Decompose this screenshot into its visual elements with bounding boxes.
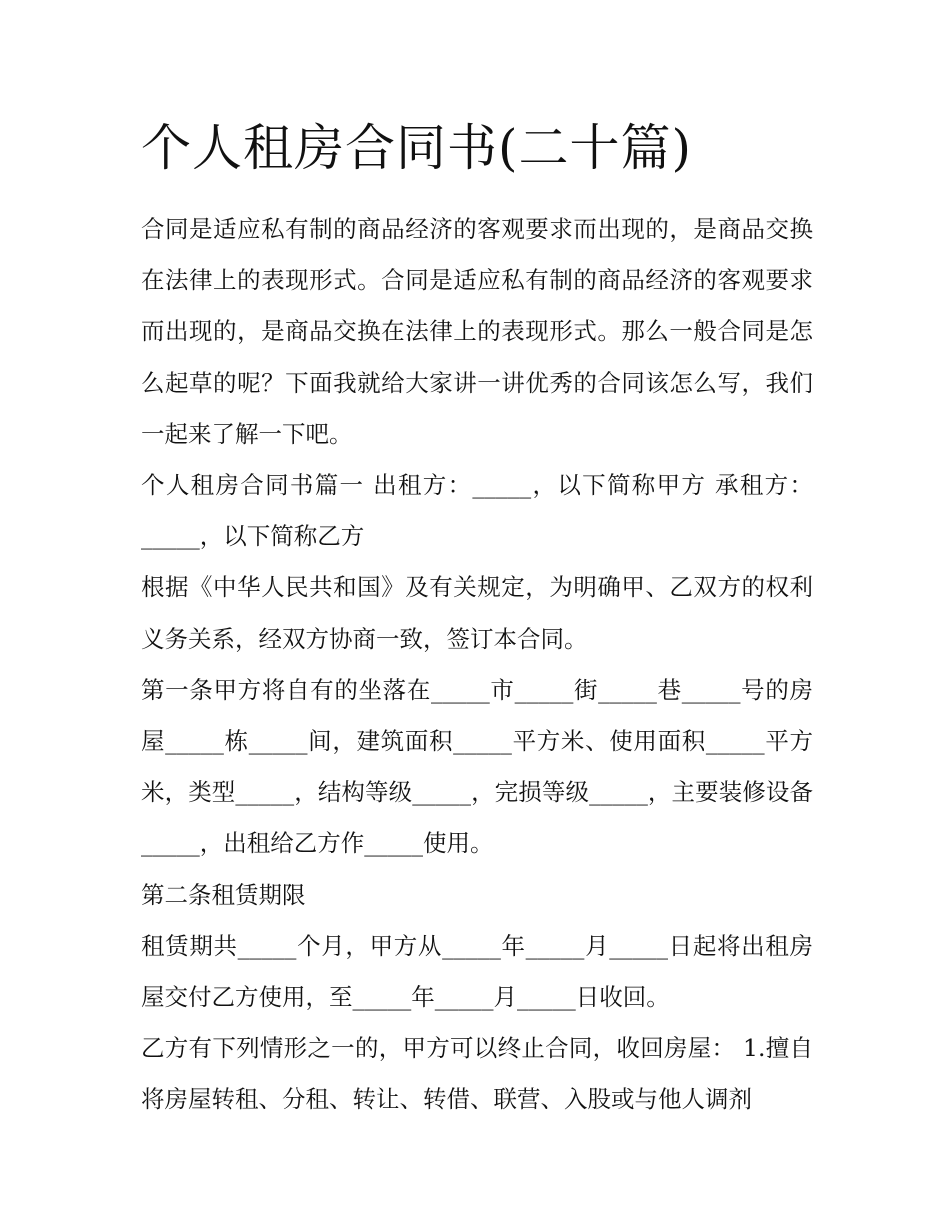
document-title: 个人租房合同书(二十篇) — [141, 119, 693, 177]
termination-paragraph: 乙方有下列情形之一的，甲方可以终止合同，收回房屋： 1.擅自将房屋转租、分租、转让、转借、联营、入股或与他人调剂 — [141, 1034, 813, 1114]
basis-paragraph: 根据《中华人民共和国》及有关规定，为明确甲、乙双方的权利义务关系，经双方协商一致，签订本合同。 — [141, 573, 813, 653]
lease-term-paragraph: 租赁期共_____个月，甲方从_____年_____月_____日起将出租房屋交付乙方使用，至_____年_____月_____日收回。 — [141, 931, 813, 1012]
article-one-paragraph: 第一条甲方将自有的坐落在_____市_____街_____巷_____号的房屋_____栋_____间，建筑面积_____平方米、使用面积_____平方米，类型_____，结构等级_____，完损等级_____，主要装修设备_____，出租给乙方作_____使用。 — [141, 675, 813, 858]
parties-paragraph: 个人租房合同书篇一 出租方：_____，以下简称甲方 承租方：_____，以下简称乙方 — [141, 471, 813, 551]
document-page — [141, 112, 813, 1126]
intro-paragraph: 合同是适应私有制的商品经济的客观要求而出现的，是商品交换在法律上的表现形式。合同是适应私有制的商品经济的客观要求而出现的，是商品交换在法律上的表现形式。那么一般合同是怎么起草的呢？下面我就给大家讲一讲优秀的合同该怎么写，我们一起来了解一下吧。 — [141, 215, 813, 448]
article-two-heading: 第二条租赁期限 — [141, 880, 306, 909]
